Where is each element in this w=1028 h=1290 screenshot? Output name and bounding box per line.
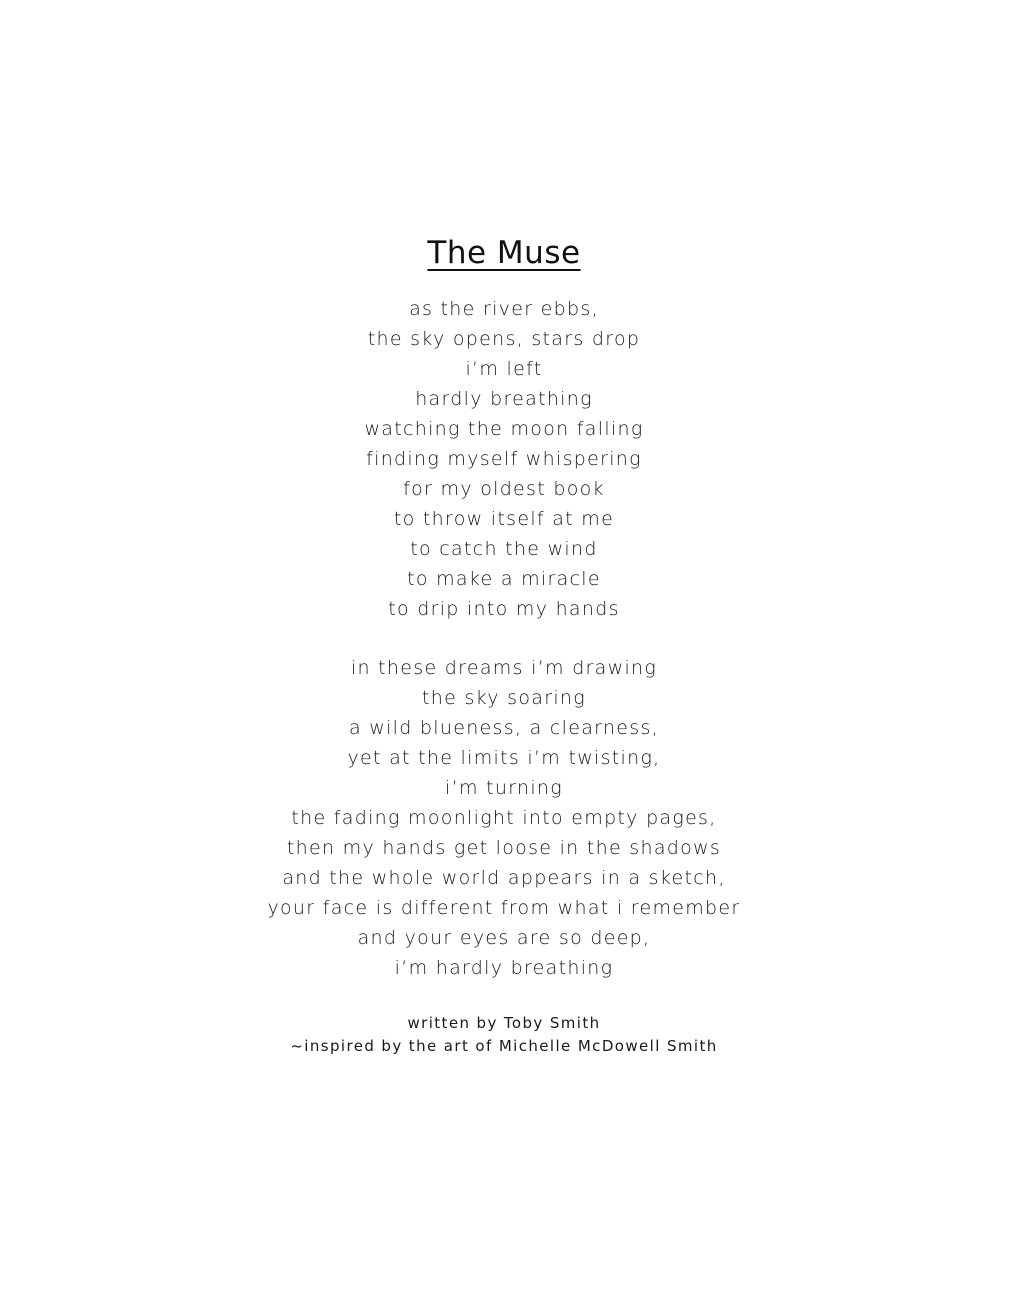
poem-line: your face is different from what i remember xyxy=(267,896,741,919)
poem-line: to catch the wind xyxy=(410,537,598,560)
stanza-1 xyxy=(0,295,1008,624)
poem-credits xyxy=(0,1012,1008,1058)
poem-line: then my hands get loose in the shadows xyxy=(286,836,722,859)
poem-title: The Muse xyxy=(427,235,581,271)
poem-line: a wild blueness, a clearness, xyxy=(348,716,660,739)
poem-line: finding myself whispering xyxy=(366,447,642,470)
inspiration-credit: ~inspired by the art of Michelle McDowell Smith xyxy=(290,1037,718,1055)
poem-line: in these dreams i’m drawing xyxy=(350,657,658,679)
poem-line: i’m left xyxy=(465,357,543,380)
poem-line: for my oldest book xyxy=(403,477,605,500)
poem-line: hardly breathing xyxy=(415,387,593,410)
poem-line: as the river ebbs, xyxy=(409,298,599,320)
stanza-2 xyxy=(0,654,1008,983)
poem-line: the sky soaring xyxy=(422,686,586,709)
poem-line: i’m hardly breathing xyxy=(394,956,614,979)
author-credit: written by Toby Smith xyxy=(407,1014,601,1032)
poem-line: i’m turning xyxy=(445,776,563,799)
poem-line: to throw itself at me xyxy=(393,507,615,530)
poem-line: and the whole world appears in a sketch, xyxy=(282,866,726,889)
poem-line: to make a miracle xyxy=(407,567,601,590)
poem-line: the fading moonlight into empty pages, xyxy=(291,806,717,829)
poem-line: to drip into my hands xyxy=(388,597,620,620)
poem-line: yet at the limits i’m twisting, xyxy=(347,746,661,769)
poem-line: watching the moon falling xyxy=(364,417,644,440)
poem-line: and your eyes are so deep, xyxy=(357,926,651,949)
poem-line: the sky opens, stars drop xyxy=(367,327,641,350)
